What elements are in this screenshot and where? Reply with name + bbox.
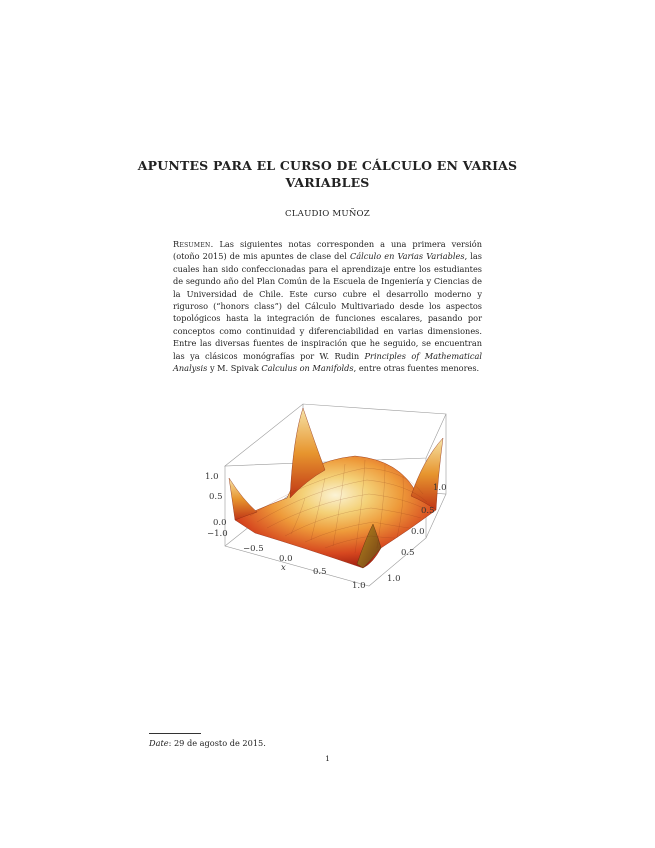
z-tick: 0.0 bbox=[213, 518, 227, 528]
x-tick: −1.0 bbox=[207, 529, 228, 539]
page-number: 1 bbox=[325, 754, 330, 763]
x-tick: 0.0 bbox=[279, 554, 293, 564]
abstract-text-4: , entre otras fuentes menores. bbox=[353, 363, 480, 374]
abstract-text-1: Las siguientes notas corresponden a una primera versión (otoño 2015) de mis apuntes de clase del bbox=[173, 239, 482, 262]
abstract-text-3: y M. Spivak bbox=[207, 363, 262, 374]
z-tick: 0.5 bbox=[209, 492, 223, 502]
y-tick: 0.0 bbox=[411, 527, 425, 537]
x-tick: 0.5 bbox=[313, 567, 327, 577]
footnote-label: Date bbox=[149, 738, 169, 748]
abstract-text-2: , las cuales han sido confeccionadas para el aprendizaje entre los estudiantes de segundo año del Plan Común de la Escuela de Ingeniería y Ciencias de la Universidad de Chile. Este curso cubre el desarrollo moderno y riguroso (“honors class”) del Cálculo Multivariado desde los aspectos topológicos hasta la integración de funciones escalares, pasando por conceptos como continuidad y diferenciabilidad en varias dimensiones. Entre las diversas fuentes de inspiración que he seguido, se encuentran las ya clásicos monógrafías por W. Rudin bbox=[173, 251, 482, 361]
author: CLAUDIO MUÑOZ bbox=[285, 209, 370, 219]
footnote bbox=[149, 738, 266, 748]
y-tick: 1.0 bbox=[387, 574, 401, 584]
footnote-text: : 29 de agosto de 2015. bbox=[168, 738, 266, 748]
z-tick: 1.0 bbox=[205, 472, 219, 482]
y-tick: 0.5 bbox=[421, 506, 435, 516]
title-line-1: APUNTES PARA EL CURSO DE CÁLCULO EN VARIAS bbox=[137, 158, 518, 173]
z-axis-ticks bbox=[205, 472, 227, 528]
paper-title bbox=[0, 157, 655, 191]
footnote-rule bbox=[149, 733, 201, 734]
title-line-2: VARIABLES bbox=[285, 175, 370, 190]
abstract bbox=[173, 238, 482, 374]
abstract-italic-3: Calculus on Manifolds bbox=[261, 363, 354, 374]
abstract-italic-2: Principles of Mathematical Analysis bbox=[173, 350, 483, 374]
y-tick: 1.0 bbox=[433, 483, 447, 493]
x-tick: 1.0 bbox=[352, 581, 366, 591]
y-tick: 0.5 bbox=[401, 548, 415, 558]
x-tick: −0.5 bbox=[243, 544, 264, 554]
abstract-label: Resumen. bbox=[173, 239, 214, 249]
x-axis-label: x bbox=[281, 563, 286, 573]
surface-plot-figure bbox=[195, 398, 455, 598]
abstract-italic-1: Cálculo en Varias Variables bbox=[349, 251, 465, 262]
